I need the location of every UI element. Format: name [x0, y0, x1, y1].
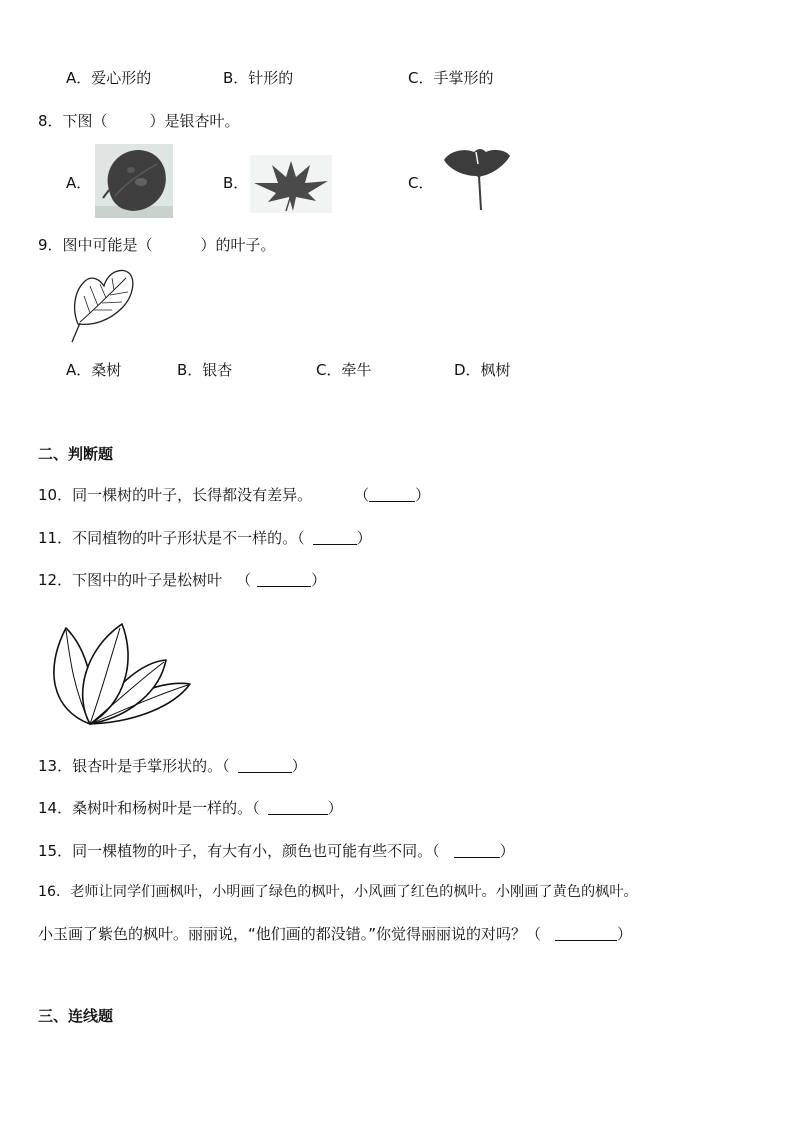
q12-open: （ [236, 571, 252, 589]
q15-text: 15．同一棵植物的叶子，有大有小，颜色也可能有些不同。（ [38, 842, 440, 860]
q9-option-d: D．枫树 [454, 361, 511, 379]
q8-label-c: C． [408, 174, 434, 192]
q13-answer-blank[interactable] [238, 758, 292, 773]
q16-line-1: 16．老师让同学们画枫叶，小明画了绿色的枫叶，小风画了红色的枫叶。小刚画了黄色的枫叶。 [38, 884, 638, 900]
leaf-cluster-drawing [44, 620, 194, 732]
q16-line-2 [38, 924, 632, 944]
q7-option-c: C．手掌形的 [408, 69, 494, 87]
heart-leaf-drawing [70, 266, 136, 344]
round-leaf-photo [95, 144, 173, 218]
q13 [38, 756, 307, 776]
q15 [38, 841, 515, 861]
q12 [38, 570, 326, 590]
q8-stem [38, 111, 240, 131]
q12-answer-blank[interactable] [257, 572, 311, 587]
q15-close: ） [499, 842, 515, 860]
section-3-title: 三、连线题 [38, 1007, 114, 1025]
q11 [38, 528, 372, 548]
q14-text: 14．桑树叶和杨树叶是一样的。（ [38, 799, 260, 817]
q8-stem-pre: 8．下图（ [38, 112, 108, 130]
q9-stem-pre: 9．图中可能是（ [38, 236, 153, 254]
q14-close: ） [327, 799, 343, 817]
q8-stem-post: ）是银杏叶。 [149, 112, 240, 130]
maple-leaf-photo [250, 155, 332, 213]
q10-open: （ [354, 486, 370, 504]
q9-option-c: C．牵牛 [316, 361, 372, 379]
q10-answer-blank[interactable] [369, 487, 415, 502]
q12-close: ） [311, 571, 327, 589]
q16-answer-blank[interactable] [555, 926, 617, 941]
q13-close: ） [291, 757, 307, 775]
q16-line-2-text: 小玉画了紫色的枫叶。丽丽说，“他们画的都没错。”你觉得丽丽说的对吗？（ [38, 925, 542, 943]
q14 [38, 798, 343, 818]
q13-text: 13．银杏叶是手掌形状的。（ [38, 757, 230, 775]
q9-stem-post: ）的叶子。 [200, 236, 276, 254]
q9-option-b: B．银杏 [177, 361, 233, 379]
q11-close: ） [356, 529, 372, 547]
q11-text: 11．不同植物的叶子形状是不一样的。（ [38, 529, 305, 547]
q10-text: 10．同一棵树的叶子，长得都没有差异。 [38, 486, 313, 504]
q9-option-a: A．桑树 [66, 361, 122, 379]
q12-text: 12．下图中的叶子是松树叶 [38, 571, 223, 589]
q10-close: ） [415, 486, 431, 504]
q7-option-a: A．爱心形的 [66, 69, 152, 87]
q9-stem [38, 235, 276, 255]
q15-answer-blank[interactable] [454, 843, 500, 858]
q11-answer-blank[interactable] [313, 530, 357, 545]
q7-option-b: B．针形的 [223, 69, 294, 87]
q10 [38, 485, 430, 505]
q8-label-a: A． [66, 174, 92, 192]
q14-answer-blank[interactable] [268, 800, 328, 815]
section-2-title: 二、判断题 [38, 445, 114, 463]
q8-label-b: B． [223, 174, 249, 192]
q16-close: ） [617, 925, 633, 943]
ginkgo-leaf-photo [440, 146, 514, 212]
